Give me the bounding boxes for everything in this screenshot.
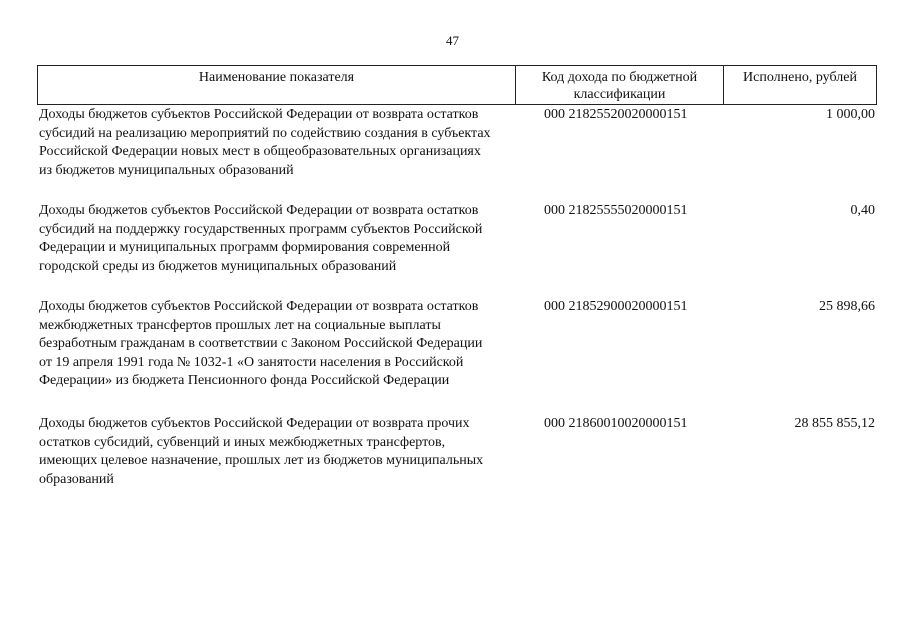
- row-budget-code: 000 21825555020000151: [544, 203, 688, 218]
- row-indicator-name: Доходы бюджетов субъектов Российской Федерации от возврата прочих остатков субсидий, субвенций и иных межбюджетных трансфертов, имеющих целевое назначение, прошлых лет из бюджетов муниципальных образований: [39, 416, 484, 487]
- table-row: [39, 202, 877, 298]
- row-executed-amount: 0,40: [850, 203, 875, 218]
- row-executed-amount: 28 855 855,12: [794, 416, 875, 431]
- table-header: [37, 65, 877, 105]
- table-row: [39, 106, 877, 202]
- header-budget-code: Код дохода по бюджетной классификации: [516, 66, 724, 104]
- row-indicator-name: Доходы бюджетов субъектов Российской Федерации от возврата остатков субсидий на поддержку государственных программ субъектов Российской Федерации и муниципальных программ формирования современной городской среды из бюджетов муниципальных образований: [39, 203, 483, 274]
- table-row: [39, 415, 877, 491]
- table-body: [39, 106, 877, 491]
- row-budget-code: 000 21860010020000151: [544, 416, 688, 431]
- row-budget-code: 000 21852900020000151: [544, 299, 688, 314]
- row-indicator-name: Доходы бюджетов субъектов Российской Федерации от возврата остатков субсидий на реализацию мероприятий по содействию создания в субъектах Российской Федерации новых мест в общеобразовательных организациях из бюджетов муниципальных образований: [39, 107, 491, 178]
- page-number: 47: [446, 33, 459, 48]
- row-executed-amount: 25 898,66: [819, 299, 875, 314]
- header-executed-amount: Исполнено, рублей: [743, 70, 857, 85]
- row-indicator-name: Доходы бюджетов субъектов Российской Федерации от возврата остатков межбюджетных трансфертов прошлых лет на социальные выплаты безработным гражданам в соответствии с Законом Российской Федерации от 19 апреля 1991 года № 1032-1 «О занятости населения в Российской Федерации» из бюджета Пенсионного фонда Российской Федерации: [39, 299, 483, 389]
- table-row: [39, 298, 877, 415]
- header-indicator-name: Наименование показателя: [38, 66, 516, 104]
- row-budget-code: 000 21825520020000151: [544, 107, 688, 122]
- row-executed-amount: 1 000,00: [826, 107, 875, 122]
